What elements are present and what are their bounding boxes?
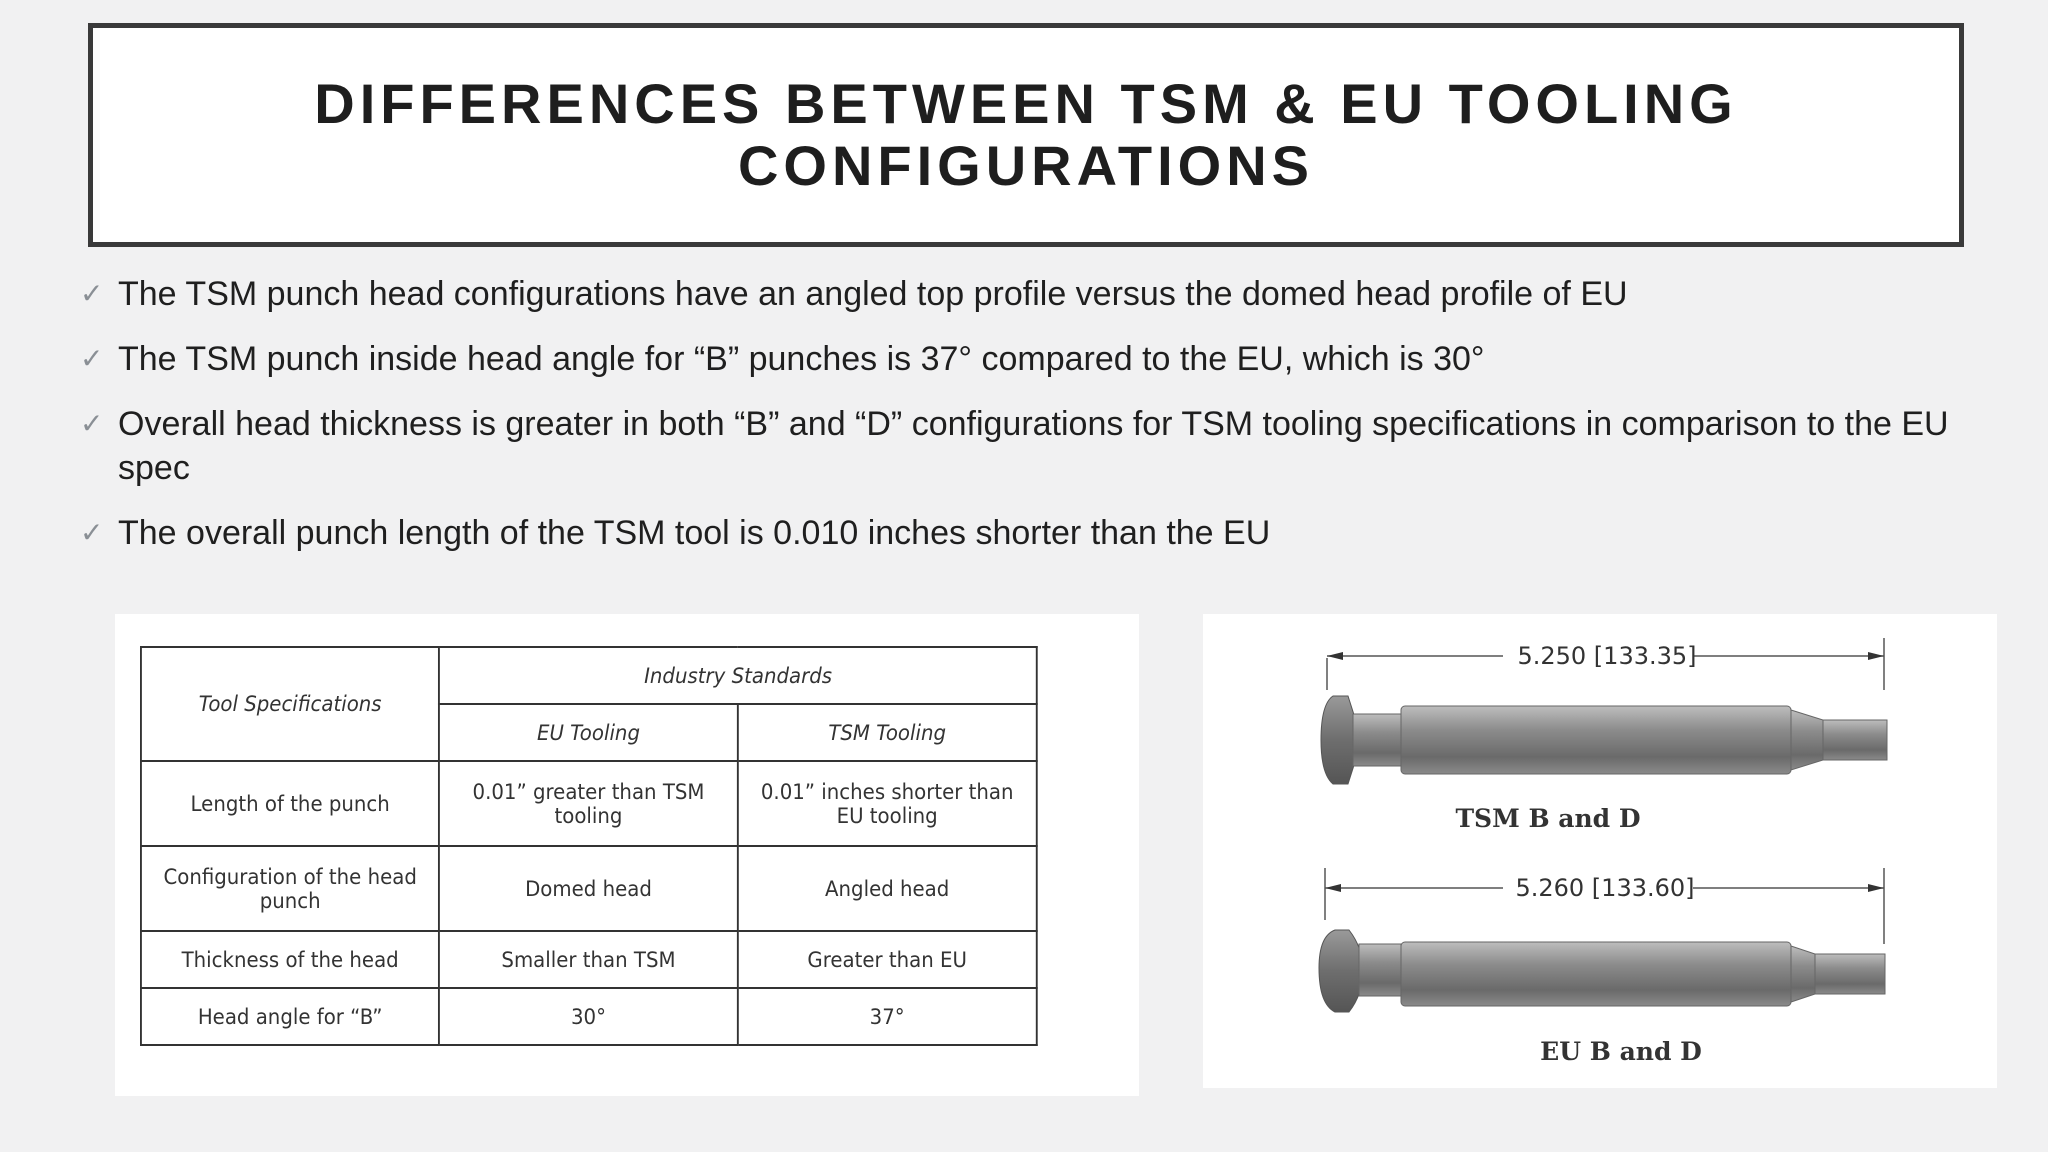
table-row	[141, 988, 1037, 1045]
check-icon: ✓	[80, 342, 104, 375]
title-box	[88, 23, 1964, 247]
bullet-item	[80, 402, 1970, 490]
check-icon: ✓	[80, 277, 104, 310]
bullet-list	[80, 272, 1970, 576]
tool-spec-header: Tool Specifications	[141, 647, 439, 761]
comparison-table-panel	[115, 614, 1139, 1096]
eu-cell: 0.01” greater than TSM tooling	[439, 761, 737, 846]
punch-diagram-panel	[1203, 614, 1997, 1088]
bullet-text: The overall punch length of the TSM tool is 0.010 inches shorter than the EU	[118, 514, 1271, 552]
eu-punch-shape	[1319, 930, 1885, 1012]
row-label: Configuration of the head punch	[141, 846, 439, 931]
bullet-text: The TSM punch inside head angle for “B” punches is 37° compared to the EU, which is 30°	[118, 340, 1485, 378]
table-row	[141, 761, 1037, 846]
tsm-dimension-text: 5.250 [133.35]	[1517, 642, 1697, 670]
tsm-punch-shape	[1321, 696, 1887, 784]
tsm-cell: Greater than EU	[738, 931, 1037, 988]
eu-cell: Smaller than TSM	[439, 931, 737, 988]
row-label: Head angle for “B”	[141, 988, 439, 1045]
bullet-text: Overall head thickness is greater in both “B” and “D” configurations for TSM tooling specifications in comparison to the EU spec	[118, 405, 1949, 487]
eu-punch-label: EU B and D	[1540, 1037, 1702, 1066]
eu-tooling-header: EU Tooling	[439, 704, 737, 761]
bullet-item	[80, 337, 1970, 381]
table-row	[141, 931, 1037, 988]
tsm-cell: 37°	[738, 988, 1037, 1045]
row-label: Thickness of the head	[141, 931, 439, 988]
bullet-text: The TSM punch head configurations have an angled top profile versus the domed head profile of EU	[118, 275, 1628, 313]
tsm-cell: Angled head	[738, 846, 1037, 931]
eu-cell: 30°	[439, 988, 737, 1045]
tsm-punch-label: TSM B and D	[1455, 804, 1641, 833]
bullet-item	[80, 511, 1970, 555]
comparison-table	[140, 646, 1038, 1046]
eu-dimension-text: 5.260 [133.60]	[1515, 874, 1695, 902]
slide-title: DIFFERENCES BETWEEN TSM & EU TOOLING CONFIGURATIONS	[314, 72, 1738, 197]
industry-standards-header: Industry Standards	[439, 647, 1036, 704]
row-label: Length of the punch	[141, 761, 439, 846]
eu-cell: Domed head	[439, 846, 737, 931]
tsm-tooling-header: TSM Tooling	[738, 704, 1037, 761]
check-icon: ✓	[80, 516, 104, 549]
tsm-cell: 0.01” inches shorter than EU tooling	[738, 761, 1037, 846]
bullet-item	[80, 272, 1970, 316]
check-icon: ✓	[80, 407, 104, 440]
table-row	[141, 846, 1037, 931]
punch-diagram	[1203, 614, 1997, 1088]
